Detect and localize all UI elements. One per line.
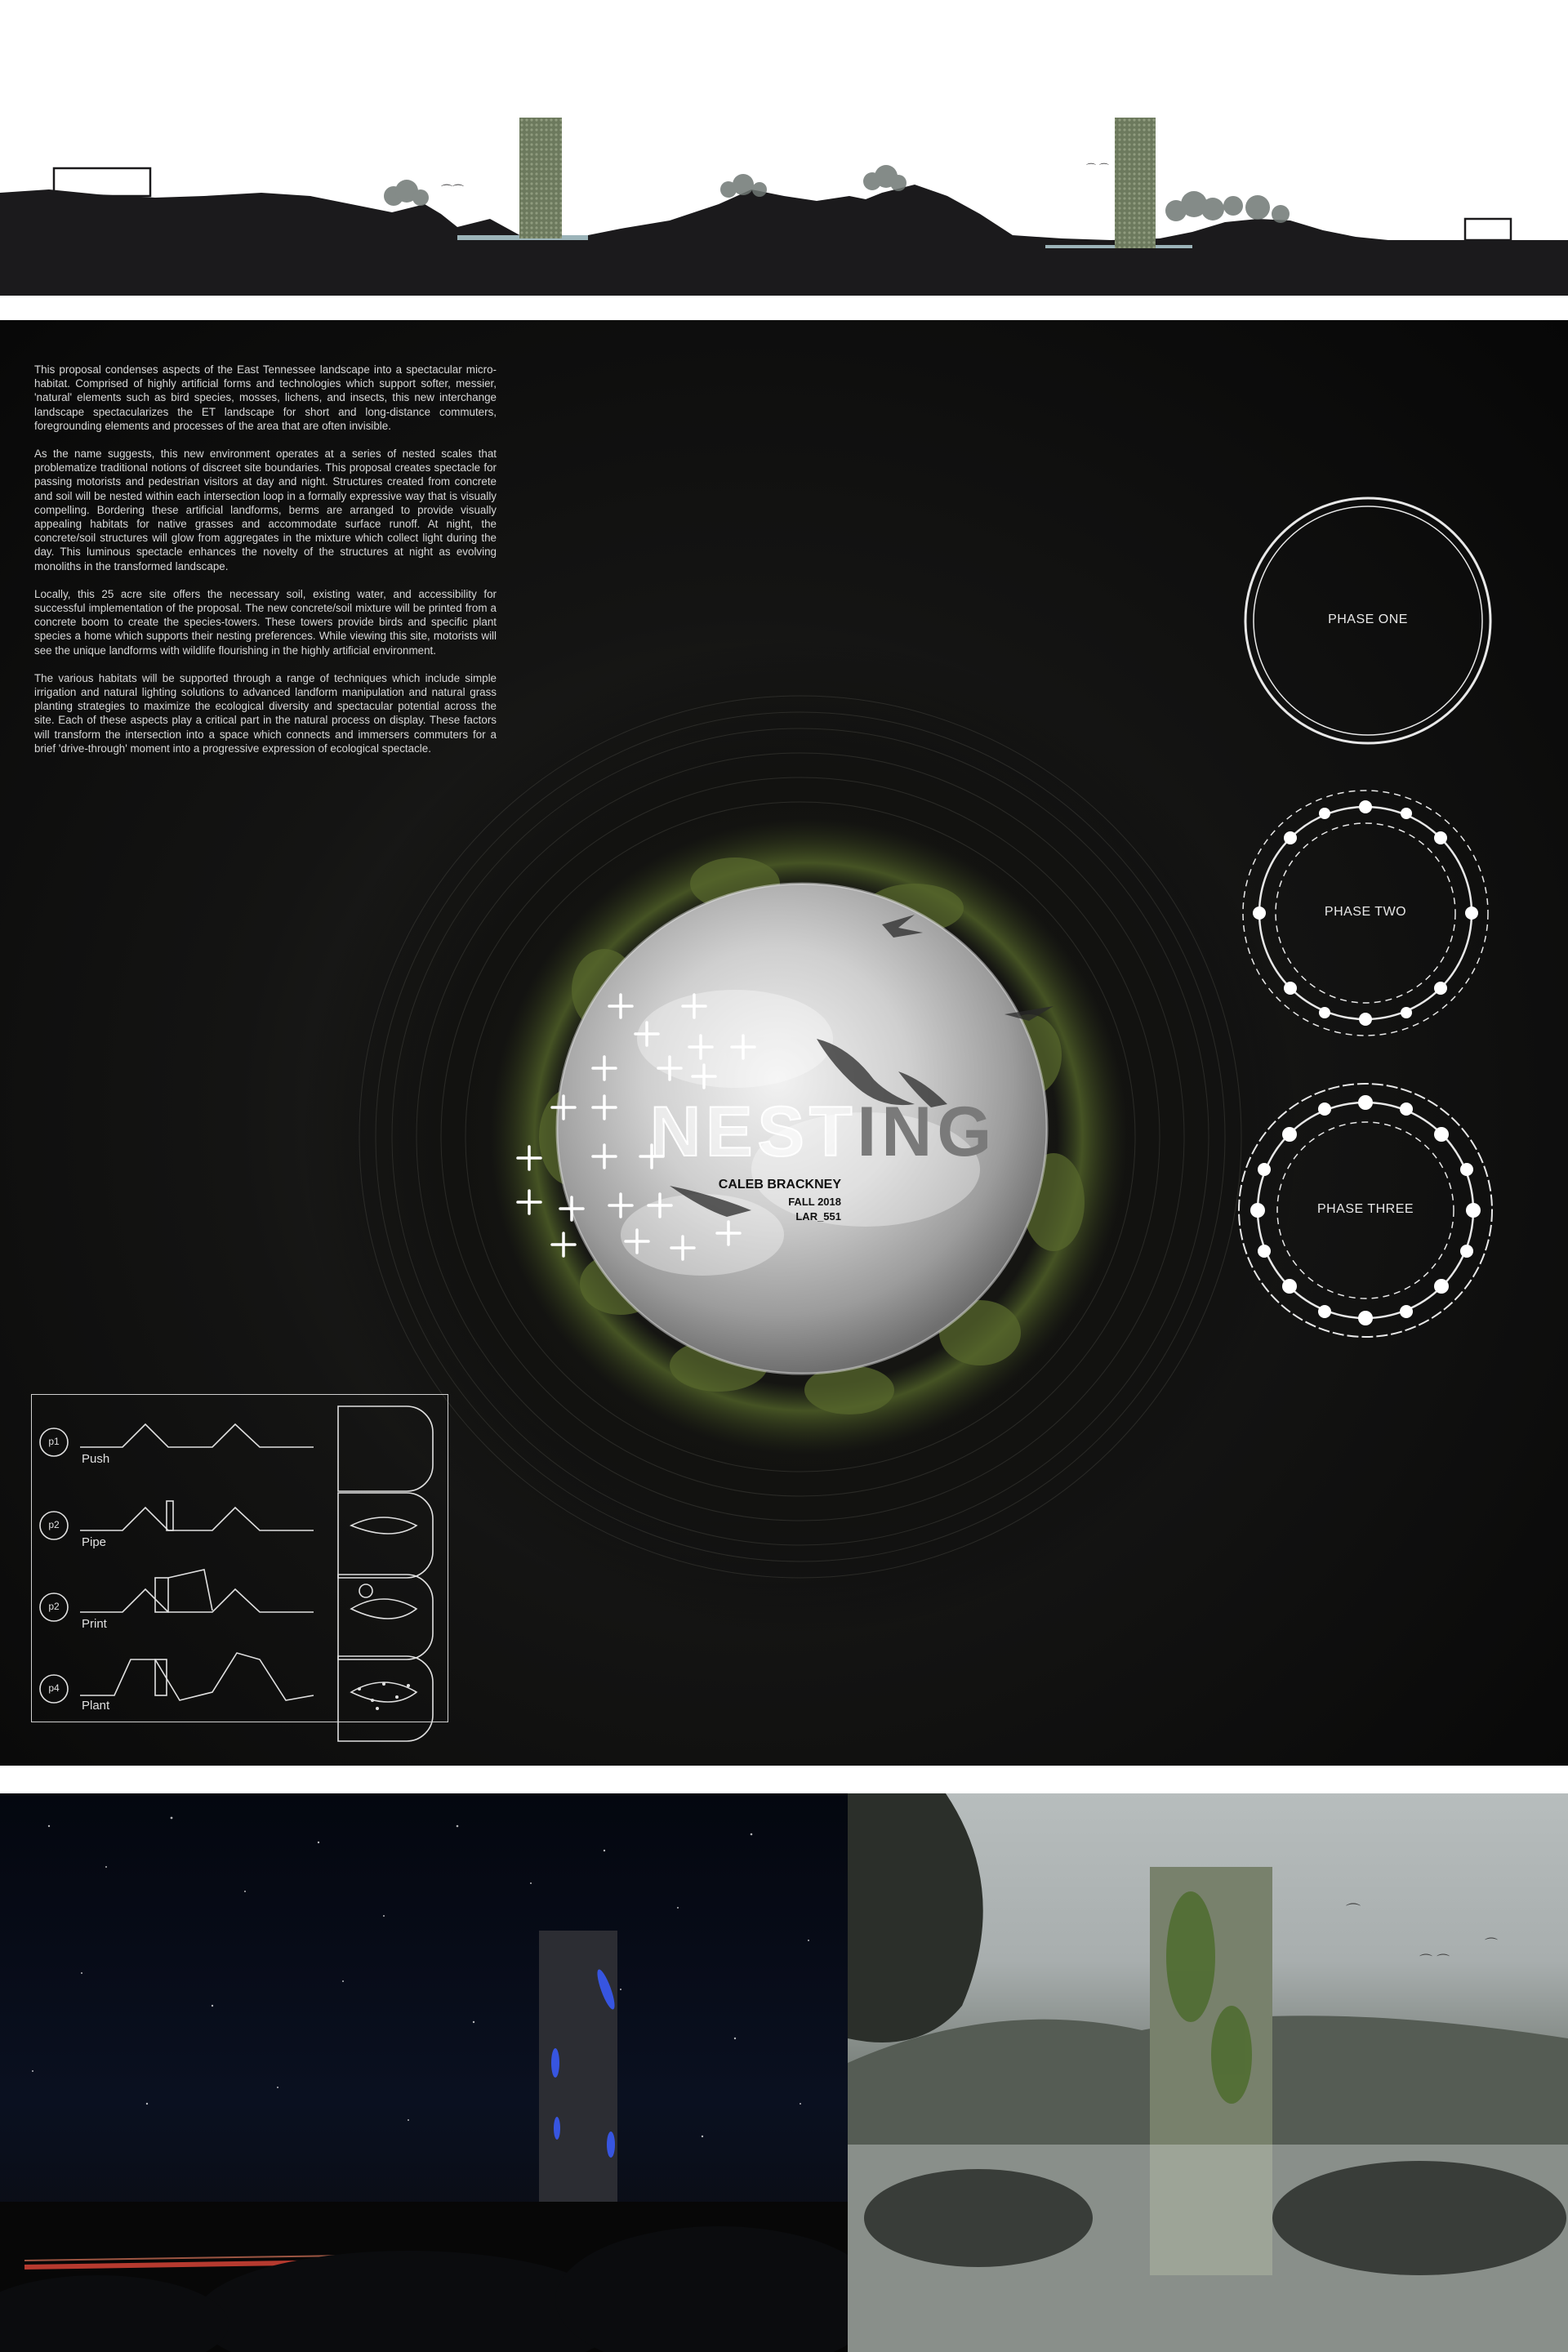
- legend-label: Print: [82, 1617, 107, 1631]
- legend-tag: p2: [48, 1601, 60, 1612]
- ground-section: [0, 185, 1568, 296]
- legend-label: Pipe: [82, 1535, 107, 1549]
- author-name: CALEB BRACKNEY: [718, 1178, 841, 1192]
- phase-legend: [31, 1394, 448, 1722]
- bird-icon: [1346, 1903, 1498, 1968]
- svg-text:⌒⌒: ⌒⌒: [441, 185, 464, 198]
- phase-label: PHASE TWO: [1324, 905, 1407, 919]
- proposal-paragraph: Locally, this 25 acre site offers the necessary soil, existing water, and accessibility for successful implementation of the proposal. The new concrete/soil mixture will be printed from a concrete boom to create the species-towers. These towers provide birds and specific plant species a home which supports their nesting preferences. While viewing this site, motorists will see the unique landforms with wildlife flourishing in the highly artificial environment.: [34, 587, 497, 657]
- phase-label: PHASE ONE: [1328, 612, 1408, 626]
- legend-tag: p2: [48, 1519, 60, 1530]
- svg-text:⌒ ⌒: ⌒ ⌒: [1086, 163, 1109, 174]
- fog-scene: [848, 1793, 1568, 2352]
- phase-label: PHASE THREE: [1316, 1202, 1414, 1216]
- title-word-light: NEST: [650, 1093, 858, 1171]
- section-drawing: [0, 0, 1568, 320]
- night-render: [0, 1793, 848, 2352]
- project-title: [650, 1092, 996, 1173]
- legend-label: Push: [82, 1452, 110, 1466]
- course-label: LAR_551: [795, 1210, 841, 1223]
- night-scene: [0, 1793, 848, 2352]
- proposal-paragraph: The various habitats will be supported through a range of techniques which include simple irrigation and natural lighting solutions to advanced landform manipulation and natural grass planting strategies to maximize the ecological diversity and spectacular potential across the site. Each of these aspects play a critical part in the natural process on display. These factors will transform the intersection into a space which connects and immersers commuters for a brief 'drive-through' moment into a progressive expression of ecological spectacle.: [34, 671, 497, 755]
- svg-text:⌒: ⌒: [1346, 1903, 1361, 1920]
- fog-render: [848, 1793, 1568, 2352]
- proposal-paragraph: As the name suggests, this new environment operates at a series of nested scales that problematize traditional notions of discreet site boundaries. This proposal creates spectacle for passing motorists and pedestrian visitors at day and night. Structures created from concrete and soil will be nested within each intersection loop in a formally expressive way that is visually compelling. Bordering these artificial landforms, berms are arranged to provide visually appealing habitats for native grasses and accommodate surface runoff. At night, the concrete/soil structures will glow from aggregates in the mixture which collect light during the day. This luminous spectacle enhances the novelty of the structures at night as evolving monoliths in the transformed landscape.: [34, 448, 497, 572]
- legend-label: Plant: [82, 1699, 110, 1713]
- main-render-panel: [0, 320, 1568, 1766]
- title-word-dark: ING: [857, 1093, 997, 1171]
- svg-text:⌒: ⌒: [1485, 1936, 1499, 1952]
- legend-tag: p4: [48, 1682, 60, 1694]
- building-right: [1465, 219, 1511, 240]
- legend-tag: p1: [48, 1436, 60, 1447]
- svg-text:⌒ ⌒: ⌒ ⌒: [1419, 1953, 1450, 1968]
- site-section-elevation: [0, 0, 1568, 320]
- proposal-paragraph: This proposal condenses aspects of the East Tennessee landscape into a spectacular micro-habitat. Comprised of highly artificial forms and technologies which support softer, messier, 'natural' elements such as bird species, mosses, lichens, and insects, this new interchange landscape spectacularizes the ET landscape for short and long-distance commuters, foregrounding elements and processes of the area that are often invisible.: [34, 363, 497, 432]
- term-label: FALL 2018: [788, 1196, 841, 1208]
- proposal-text: [34, 363, 497, 769]
